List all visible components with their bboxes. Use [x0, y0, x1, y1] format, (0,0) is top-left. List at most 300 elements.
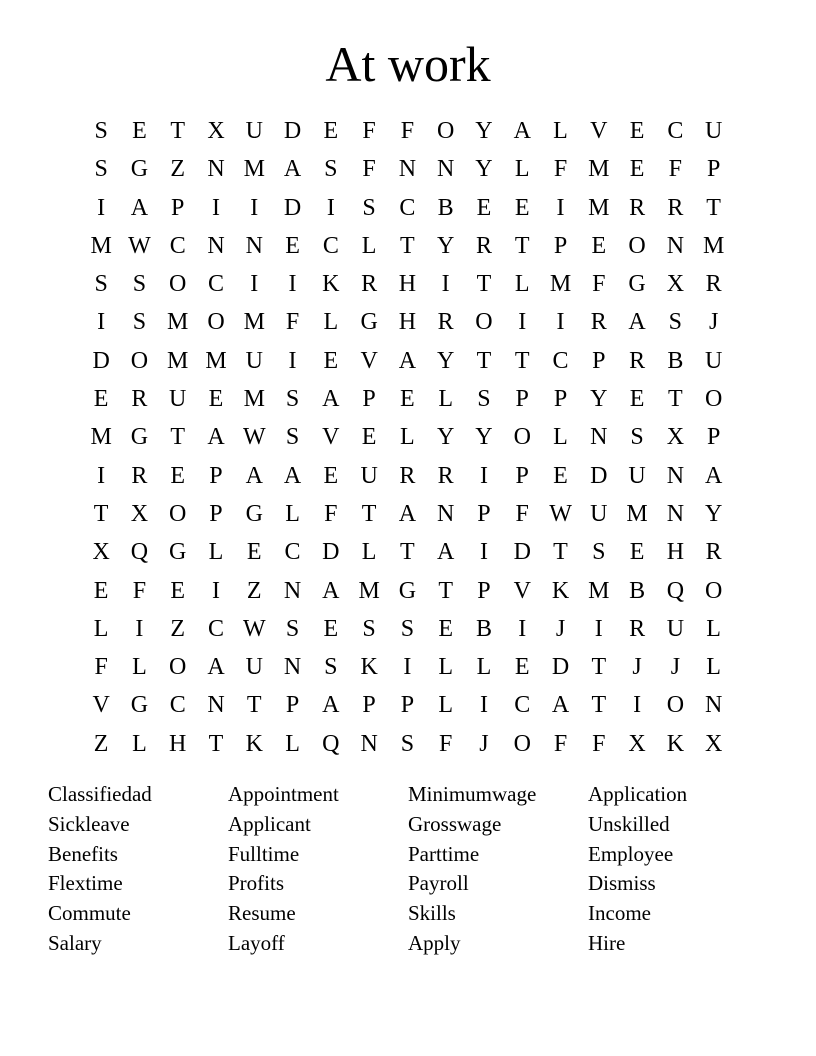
grid-letter: I	[211, 194, 220, 221]
grid-letter: X	[92, 539, 110, 566]
grid-letter: M	[167, 309, 189, 336]
grid-letter: J	[555, 615, 566, 642]
grid-letter: S	[285, 424, 300, 451]
grid-letter: S	[362, 194, 376, 221]
grid-letter: W	[242, 424, 266, 451]
grid-letter: A	[207, 654, 225, 681]
word-list-item: Minimumwage	[408, 782, 537, 806]
grid-letter: E	[629, 118, 645, 144]
grid-letter: F	[553, 156, 568, 183]
grid-letter: L	[476, 654, 492, 681]
grid-letter: L	[514, 156, 530, 183]
grid-row	[82, 533, 733, 571]
grid-letter: M	[90, 232, 112, 259]
grid-letter: C	[169, 692, 186, 719]
grid-letter: R	[131, 462, 148, 489]
grid-letter: F	[132, 577, 147, 604]
grid-letter: K	[322, 271, 340, 298]
grid-letter: G	[169, 539, 187, 566]
word-list-item: Dismiss	[588, 871, 656, 896]
word-list-item: Layoff	[228, 930, 285, 955]
grid-letter: T	[93, 500, 109, 527]
grid-letter: A	[437, 539, 455, 566]
grid-letter: S	[94, 271, 108, 298]
grid-letter: R	[705, 271, 722, 298]
grid-letter: A	[398, 500, 417, 527]
grid-letter: L	[400, 424, 415, 451]
grid-letter: N	[360, 730, 378, 757]
grid-letter: N	[283, 577, 302, 604]
grid-letter: U	[360, 462, 378, 489]
grid-letter: I	[556, 194, 565, 221]
grid-letter: E	[93, 386, 109, 413]
grid-letter: X	[207, 118, 225, 144]
grid-letter: C	[399, 194, 416, 221]
grid-letter: E	[553, 462, 568, 489]
grid-letter: I	[135, 615, 144, 642]
grid-letter: G	[130, 156, 149, 183]
grid-letter: J	[708, 309, 719, 336]
grid-letter: L	[208, 539, 224, 566]
grid-letter: S	[324, 156, 338, 183]
grid-letter: L	[132, 654, 147, 681]
grid-letter: E	[208, 386, 224, 413]
grid-letter: B	[437, 194, 454, 221]
grid-letter: K	[551, 577, 570, 604]
grid-letter: A	[322, 692, 340, 719]
grid-row	[82, 648, 733, 686]
grid-letter: P	[209, 500, 223, 527]
word-list	[48, 780, 768, 959]
grid-letter: L	[553, 118, 568, 144]
grid-letter: O	[666, 692, 685, 719]
grid-letter: T	[514, 347, 530, 374]
grid-letter: N	[207, 156, 225, 183]
word-list-item: Salary	[48, 930, 102, 955]
grid-row	[82, 303, 733, 341]
grid-letter: E	[438, 615, 453, 642]
grid-letter: I	[403, 654, 412, 681]
grid-letter: N	[207, 232, 225, 259]
grid-letter: Q	[322, 730, 340, 757]
grid-letter: F	[438, 730, 453, 757]
grid-letter: M	[588, 194, 610, 221]
grid-letter: E	[93, 577, 109, 604]
grid-letter: K	[666, 730, 685, 757]
grid-letter: R	[437, 462, 454, 489]
grid-letter: V	[92, 692, 110, 719]
grid-letter: X	[704, 730, 723, 757]
grid-letter: L	[438, 692, 453, 719]
grid-letter: T	[668, 386, 683, 413]
grid-letter: F	[553, 730, 568, 757]
grid-letter: I	[479, 539, 488, 566]
grid-letter: I	[97, 309, 106, 336]
grid-letter: S	[592, 539, 606, 566]
grid-letter: T	[438, 577, 453, 604]
grid-letter: D	[283, 118, 302, 144]
grid-letter: F	[324, 500, 338, 527]
grid-letter: U	[704, 347, 723, 374]
grid-letter: P	[477, 500, 491, 527]
puzzle-title: At work	[325, 36, 491, 92]
grid-letter: I	[250, 194, 259, 221]
grid-letter: P	[706, 424, 721, 451]
grid-letter: M	[167, 347, 189, 374]
grid-letter: A	[130, 194, 149, 221]
grid-letter: P	[553, 232, 568, 259]
grid-letter: C	[552, 347, 569, 374]
word-list-item: Skills	[408, 901, 456, 926]
grid-letter: L	[438, 654, 453, 681]
grid-letter: R	[361, 271, 378, 298]
grid-letter: E	[629, 386, 645, 413]
word-list-item: Employee	[588, 841, 674, 866]
grid-letter: O	[704, 577, 723, 604]
grid-letter: U	[704, 118, 723, 144]
grid-letter: E	[629, 539, 645, 566]
grid-letter: X	[130, 500, 149, 527]
grid-letter: I	[441, 271, 450, 298]
grid-letter: X	[666, 271, 685, 298]
grid-letter: Z	[246, 577, 262, 604]
grid-letter: A	[207, 424, 225, 451]
grid-letter: A	[322, 577, 340, 604]
grid-letter: O	[513, 730, 531, 757]
grid-letter: Y	[437, 424, 455, 451]
grid-letter: A	[513, 118, 531, 144]
grid-letter: I	[326, 194, 335, 221]
grid-letter: M	[243, 156, 265, 183]
grid-letter: U	[169, 386, 187, 413]
grid-letter: S	[400, 730, 415, 757]
grid-letter: T	[361, 500, 377, 527]
grid-letter: P	[592, 347, 606, 374]
grid-letter: T	[553, 539, 568, 566]
grid-letter: S	[630, 424, 644, 451]
grid-letter: K	[360, 654, 378, 681]
grid-letter: T	[170, 118, 186, 144]
grid-letter: V	[590, 118, 608, 144]
grid-letter: O	[513, 424, 531, 451]
grid-row	[82, 265, 733, 303]
grid-letter: M	[90, 424, 112, 451]
grid-letter: N	[283, 654, 302, 681]
grid-letter: R	[705, 539, 722, 566]
grid-letter: P	[553, 386, 568, 413]
grid-letter: E	[323, 462, 339, 489]
word-list-item: Commute	[48, 901, 131, 926]
grid-letter: O	[169, 271, 187, 298]
grid-letter: S	[132, 271, 147, 298]
grid-letter: J	[479, 730, 489, 757]
grid-letter: P	[362, 386, 376, 413]
grid-letter: R	[131, 386, 148, 413]
grid-letter: E	[514, 194, 530, 221]
grid-letter: L	[706, 615, 721, 642]
grid-letter: M	[702, 232, 725, 259]
grid-letter: V	[360, 347, 378, 374]
grid-letter: I	[288, 347, 297, 374]
grid-letter: N	[704, 692, 723, 719]
grid-letter: G	[398, 577, 417, 604]
grid-letter: Z	[170, 615, 186, 642]
grid-letter: Q	[130, 539, 149, 566]
grid-letter: S	[324, 654, 338, 681]
grid-letter: I	[211, 577, 220, 604]
grid-letter: L	[514, 271, 530, 298]
grid-letter: L	[553, 424, 568, 451]
grid-letter: Y	[704, 500, 723, 527]
word-list-item: Appointment	[228, 782, 339, 806]
word-list-item: Grosswage	[408, 811, 502, 836]
grid-letter: C	[667, 118, 684, 144]
grid-letter: T	[400, 539, 415, 566]
grid-row	[82, 150, 733, 188]
grid-row	[82, 418, 733, 456]
grid-letter: O	[169, 654, 187, 681]
grid-letter: Y	[437, 347, 455, 374]
word-list-item: Benefits	[48, 841, 118, 866]
grid-letter: M	[358, 577, 380, 604]
grid-letter: K	[245, 730, 263, 757]
grid-letter: A	[704, 462, 723, 489]
grid-letter: T	[476, 347, 492, 374]
grid-letter: F	[362, 118, 376, 144]
grid-letter: M	[243, 309, 265, 336]
grid-letter: E	[170, 462, 186, 489]
grid-letter: E	[361, 424, 377, 451]
grid-letter: W	[128, 232, 151, 259]
word-list-item: Income	[588, 901, 651, 926]
grid-letter: U	[628, 462, 646, 489]
grid-letter: L	[132, 730, 147, 757]
word-list-item: Application	[588, 782, 688, 806]
grid-letter: Y	[475, 118, 493, 144]
grid-letter: A	[398, 347, 417, 374]
grid-letter: I	[479, 462, 488, 489]
grid-letter: P	[171, 194, 185, 221]
grid-letter: F	[285, 309, 300, 336]
grid-letter: H	[666, 539, 685, 566]
grid-row	[82, 227, 733, 265]
grid-letter: G	[130, 424, 149, 451]
grid-letter: O	[130, 347, 149, 374]
grid-row	[82, 572, 733, 610]
grid-letter: S	[132, 309, 147, 336]
grid-letter: Q	[666, 577, 685, 604]
grid-letter: M	[243, 386, 265, 413]
grid-letter: I	[288, 271, 297, 298]
grid-letter: C	[169, 232, 186, 259]
grid-letter: F	[515, 500, 529, 527]
grid-letter: Y	[475, 156, 493, 183]
word-list-item: Resume	[228, 901, 296, 926]
grid-letter: E	[514, 654, 530, 681]
grid-letter: M	[588, 577, 610, 604]
grid-letter: D	[92, 347, 110, 374]
grid-letter: P	[209, 462, 223, 489]
grid-letter: T	[400, 232, 415, 259]
grid-letter: L	[361, 232, 377, 259]
grid-letter: T	[591, 654, 607, 681]
grid-letter: N	[398, 156, 417, 183]
word-list-item: Payroll	[408, 871, 469, 896]
grid-letter: A	[628, 309, 646, 336]
grid-letter: S	[668, 309, 683, 336]
grid-letter: H	[398, 309, 417, 336]
grid-letter: I	[97, 194, 106, 221]
grid-letter: R	[667, 194, 684, 221]
word-list-item: Classifiedad	[48, 782, 152, 806]
grid-letter: T	[476, 271, 492, 298]
grid-letter: Z	[93, 730, 109, 757]
grid-letter: N	[437, 500, 455, 527]
grid-letter: S	[94, 156, 108, 183]
grid-row	[82, 342, 733, 380]
grid-row	[82, 112, 733, 150]
grid-letter: W	[549, 500, 572, 527]
grid-letter: F	[400, 118, 415, 144]
grid-letter: S	[477, 386, 491, 413]
grid-letter: O	[704, 386, 723, 413]
grid-letter: H	[169, 730, 187, 757]
grid-letter: Y	[437, 232, 455, 259]
grid-letter: O	[437, 118, 455, 144]
word-list-item: Sickleave	[48, 811, 130, 836]
grid-letter: L	[706, 654, 721, 681]
grid-letter: G	[628, 271, 646, 298]
grid-letter: R	[437, 309, 454, 336]
grid-letter: L	[285, 500, 300, 527]
grid-letter: R	[399, 462, 416, 489]
grid-letter: S	[400, 615, 415, 642]
grid-letter: U	[245, 654, 263, 681]
letter-grid	[82, 112, 733, 763]
grid-letter: E	[132, 118, 147, 144]
grid-letter: F	[592, 730, 606, 757]
word-list-item: Apply	[408, 930, 461, 955]
word-list-item: Fulltime	[228, 841, 300, 866]
grid-letter: J	[632, 654, 642, 681]
grid-letter: P	[706, 156, 721, 183]
grid-letter: B	[629, 577, 646, 604]
grid-letter: N	[666, 462, 685, 489]
grid-row	[82, 457, 733, 495]
grid-letter: S	[94, 118, 108, 144]
grid-letter: C	[514, 692, 531, 719]
grid-letter: L	[93, 615, 109, 642]
grid-letter: T	[170, 424, 186, 451]
grid-letter: C	[207, 271, 224, 298]
grid-letter: P	[400, 692, 415, 719]
grid-letter: N	[207, 692, 225, 719]
grid-letter: A	[283, 156, 302, 183]
grid-letter: E	[591, 232, 607, 259]
grid-letter: T	[514, 232, 530, 259]
grid-row	[82, 189, 733, 227]
word-list-item: Hire	[588, 930, 626, 955]
grid-letter: I	[633, 692, 642, 719]
grid-letter: T	[246, 692, 262, 719]
grid-letter: U	[245, 347, 263, 374]
grid-letter: A	[551, 692, 570, 719]
grid-letter: E	[323, 118, 339, 144]
grid-letter: O	[169, 500, 187, 527]
grid-letter: L	[438, 386, 453, 413]
grid-letter: X	[666, 424, 685, 451]
grid-letter: T	[706, 194, 721, 221]
grid-letter: F	[592, 271, 606, 298]
word-list-item: Unskilled	[588, 811, 670, 836]
grid-letter: R	[629, 347, 646, 374]
grid-letter: D	[283, 194, 302, 221]
grid-letter: N	[590, 424, 608, 451]
grid-letter: M	[626, 500, 648, 527]
grid-letter: S	[362, 615, 376, 642]
grid-letter: G	[360, 309, 378, 336]
word-list-item: Applicant	[228, 811, 311, 836]
grid-letter: D	[551, 654, 570, 681]
grid-letter: R	[475, 232, 492, 259]
grid-letter: E	[170, 577, 186, 604]
grid-letter: O	[628, 232, 646, 259]
grid-letter: E	[400, 386, 415, 413]
grid-letter: I	[594, 615, 603, 642]
grid-letter: W	[242, 615, 266, 642]
grid-letter: O	[207, 309, 225, 336]
grid-letter: F	[362, 156, 376, 183]
grid-letter: G	[130, 692, 149, 719]
grid-letter: U	[666, 615, 685, 642]
grid-row	[82, 610, 733, 648]
grid-letter: Z	[170, 156, 186, 183]
word-list-item: Parttime	[408, 841, 480, 866]
grid-letter: P	[515, 462, 529, 489]
grid-letter: B	[667, 347, 684, 374]
grid-letter: M	[588, 156, 610, 183]
grid-letter: C	[284, 539, 301, 566]
grid-letter: F	[668, 156, 683, 183]
grid-letter: Y	[590, 386, 608, 413]
grid-letter: U	[590, 500, 608, 527]
grid-letter: L	[285, 730, 300, 757]
grid-letter: C	[322, 232, 339, 259]
grid-letter: I	[479, 692, 488, 719]
grid-letter: E	[246, 539, 262, 566]
grid-letter: F	[94, 654, 108, 681]
grid-row	[82, 725, 733, 763]
grid-letter: Y	[475, 424, 493, 451]
grid-letter: R	[590, 309, 607, 336]
grid-letter: I	[518, 615, 527, 642]
grid-letter: M	[549, 271, 572, 298]
grid-letter: P	[515, 386, 529, 413]
grid-row	[82, 380, 733, 418]
grid-letter: O	[475, 309, 493, 336]
grid-letter: I	[518, 309, 527, 336]
grid-letter: T	[591, 692, 607, 719]
grid-letter: U	[245, 118, 263, 144]
grid-letter: G	[245, 500, 263, 527]
grid-letter: D	[513, 539, 531, 566]
grid-letter: X	[628, 730, 646, 757]
grid-letter: S	[285, 615, 300, 642]
grid-letter: I	[97, 462, 106, 489]
grid-letter: R	[629, 194, 646, 221]
grid-letter: A	[245, 462, 263, 489]
grid-letter: N	[666, 500, 685, 527]
